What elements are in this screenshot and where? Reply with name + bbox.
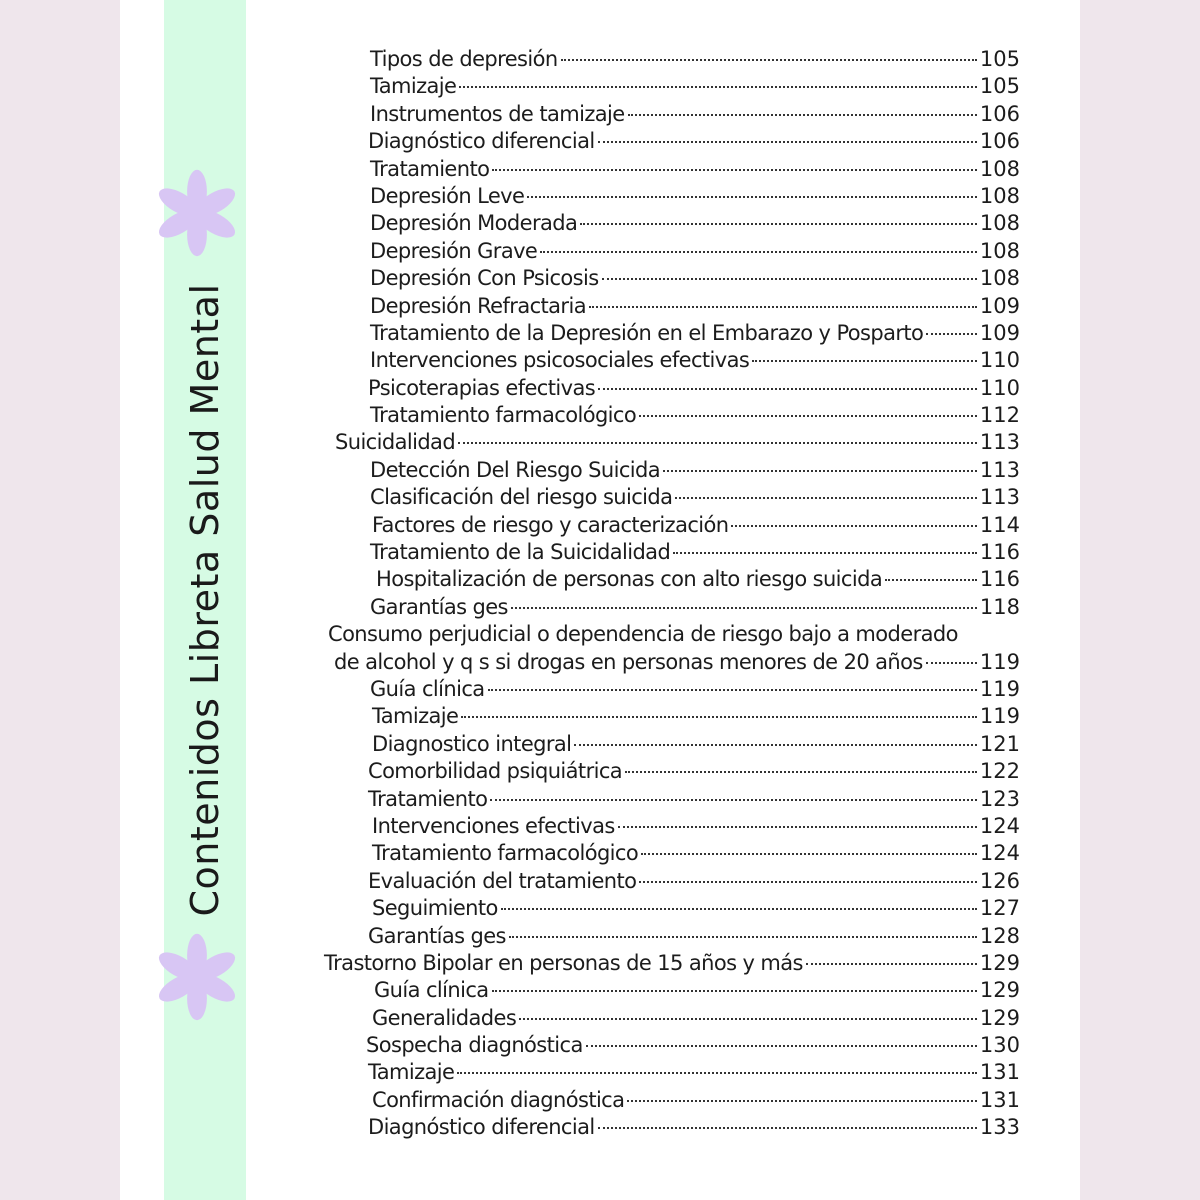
toc-entry <box>320 265 1020 292</box>
toc-entry <box>320 512 1020 539</box>
toc-entry-page: 118 <box>979 594 1020 619</box>
toc-entry-page: 108 <box>979 238 1020 263</box>
sidebar-title: Contenidos Libreta Salud Mental <box>183 283 227 917</box>
toc-entry-label: Instrumentos de tamizaje <box>370 101 625 126</box>
toc-entry-page: 123 <box>979 786 1020 811</box>
toc-entry-page: 105 <box>979 47 1020 71</box>
toc-entry-page: 109 <box>979 320 1020 345</box>
toc-entry <box>320 977 1020 1004</box>
toc-entry <box>320 621 1020 648</box>
toc-entry-label: Guía clínica <box>370 676 485 701</box>
dot-leader <box>457 1072 977 1074</box>
toc-entry-label: Depresión Con Psicosis <box>370 266 599 291</box>
toc-entry-label: Diagnostico integral <box>372 731 572 756</box>
toc-entry <box>320 46 1020 73</box>
toc-entry <box>320 840 1020 867</box>
dot-leader <box>618 826 977 828</box>
toc-entry-page: 129 <box>979 1005 1020 1030</box>
toc-entry <box>320 868 1020 895</box>
dot-leader <box>511 607 977 609</box>
dot-leader <box>598 1127 977 1129</box>
dot-leader <box>641 853 977 855</box>
toc-entry-page: 119 <box>979 649 1020 674</box>
dot-leader <box>639 881 977 883</box>
toc-entry <box>320 210 1020 237</box>
toc-entry-page: 130 <box>979 1033 1020 1058</box>
toc-entry-page: 127 <box>979 896 1020 921</box>
toc-entry-page: 108 <box>979 266 1020 291</box>
toc-entry-label: Garantías ges <box>370 594 508 619</box>
dot-leader <box>509 936 977 938</box>
toc-entry <box>320 731 1020 758</box>
toc-entry-label: Factores de riesgo y caracterización <box>372 512 729 537</box>
toc-entry-page: 124 <box>979 813 1020 838</box>
toc-entry-label: Hospitalización de personas con alto riesgo suicida <box>376 567 883 592</box>
toc-entry <box>320 1032 1020 1059</box>
dot-leader <box>673 552 977 554</box>
toc-entry-page: 113 <box>979 457 1020 482</box>
toc-entry-page: 133 <box>979 1115 1020 1140</box>
toc-entry-label: Clasificación del riesgo suicida <box>370 485 673 510</box>
dot-leader <box>580 223 977 225</box>
toc-entry <box>320 813 1020 840</box>
toc-entry-label: Depresión Grave <box>370 238 538 263</box>
toc-entry-page: 113 <box>979 430 1020 455</box>
flower-icon <box>152 932 242 1022</box>
toc-entry-label: Generalidades <box>372 1005 517 1030</box>
toc-entry-page: 121 <box>979 731 1020 756</box>
toc-entry <box>320 347 1020 374</box>
toc-entry-label: Tratamiento <box>368 786 488 811</box>
dot-leader <box>598 141 977 143</box>
dot-leader <box>589 306 977 308</box>
toc-entry-label: Depresión Refractaria <box>370 293 586 318</box>
toc-entry-label: Psicoterapias efectivas <box>368 375 596 400</box>
toc-entry-page: 109 <box>979 293 1020 318</box>
toc-entry <box>320 566 1020 593</box>
toc-entry <box>320 758 1020 785</box>
toc-entry <box>320 101 1020 128</box>
toc-entry-label: Evaluación del tratamiento <box>368 868 637 893</box>
dot-leader <box>625 771 977 773</box>
toc-entry-page: 124 <box>979 841 1020 866</box>
dot-leader <box>461 716 977 718</box>
dot-leader <box>458 442 977 444</box>
toc-entry-label: Comorbilidad psiquiátrica <box>368 759 623 784</box>
table-of-contents <box>320 46 1020 1142</box>
toc-entry-page: 114 <box>979 512 1020 537</box>
toc-entry-page: 119 <box>979 676 1020 701</box>
toc-entry-page: 122 <box>979 759 1020 784</box>
dot-leader <box>731 525 976 527</box>
toc-entry <box>320 429 1020 456</box>
notebook-page <box>120 0 1080 1200</box>
toc-entry <box>320 676 1020 703</box>
toc-entry-page: 129 <box>979 978 1020 1003</box>
toc-entry-label: Suicidalidad <box>335 430 456 455</box>
toc-entry-page: 106 <box>979 101 1020 126</box>
toc-entry-page: 105 <box>979 74 1020 99</box>
toc-entry-label: Confirmación diagnóstica <box>372 1087 625 1112</box>
dot-leader <box>561 59 977 61</box>
toc-entry <box>320 923 1020 950</box>
toc-entry-label: Seguimiento <box>372 896 498 921</box>
dot-leader <box>926 333 977 335</box>
dot-leader <box>488 689 977 691</box>
dot-leader <box>459 86 977 88</box>
dot-leader <box>598 388 977 390</box>
dot-leader <box>806 963 977 965</box>
toc-entry-label: Sospecha diagnóstica <box>366 1033 583 1058</box>
toc-entry-page: 112 <box>979 403 1020 428</box>
dot-leader <box>627 1100 977 1102</box>
toc-entry-label: Tratamiento farmacológico <box>370 403 637 428</box>
dot-leader <box>492 990 977 992</box>
toc-entry <box>320 375 1020 402</box>
toc-entry-page: 126 <box>979 868 1020 893</box>
toc-entry <box>320 703 1020 730</box>
dot-leader <box>540 251 977 253</box>
toc-entry <box>320 73 1020 100</box>
toc-entry-label: Diagnóstico diferencial <box>368 129 595 154</box>
toc-entry-label: Tratamiento de la Suicidalidad <box>370 540 671 565</box>
toc-entry-page: 106 <box>979 129 1020 154</box>
toc-entry-label: Tratamiento farmacológico <box>372 841 639 866</box>
toc-entry-label: Tratamiento <box>370 156 490 181</box>
toc-entry-page: 110 <box>979 375 1020 400</box>
dot-leader <box>492 169 977 171</box>
toc-entry-page: 129 <box>979 950 1020 975</box>
toc-entry-page: 131 <box>979 1087 1020 1112</box>
toc-entry-label: Consumo perjudicial o dependencia de riesgo bajo a moderado <box>328 622 958 647</box>
flower-icon <box>152 168 242 258</box>
toc-entry-label: Intervenciones psicosociales efectivas <box>370 348 750 373</box>
dot-leader <box>639 415 977 417</box>
toc-entry <box>320 128 1020 155</box>
toc-entry-label: Tratamiento de la Depresión en el Embarazo y Posparto <box>370 320 924 345</box>
toc-entry-page: 131 <box>979 1060 1020 1085</box>
toc-entry <box>320 539 1020 566</box>
dot-leader <box>574 744 977 746</box>
toc-entry-page: 110 <box>979 348 1020 373</box>
toc-entry-label: Tamizaje <box>368 1060 455 1085</box>
toc-entry-label: Intervenciones efectivas <box>372 813 615 838</box>
dot-leader <box>519 1018 977 1020</box>
toc-entry-page: 119 <box>979 704 1020 729</box>
toc-entry-label: Guía clínica <box>374 978 489 1003</box>
toc-entry <box>320 402 1020 429</box>
toc-entry-page: 116 <box>979 540 1020 565</box>
dot-leader <box>752 360 977 362</box>
toc-entry <box>320 895 1020 922</box>
dot-leader <box>628 114 977 116</box>
toc-entry-label: Garantías ges <box>368 923 506 948</box>
dot-leader <box>926 662 977 664</box>
toc-entry <box>320 320 1020 347</box>
dot-leader <box>490 799 977 801</box>
toc-entry <box>320 484 1020 511</box>
toc-entry-label: de alcohol y q s si drogas en personas menores de 20 años <box>334 649 923 674</box>
dot-leader <box>527 196 977 198</box>
toc-entry <box>320 1114 1020 1141</box>
dot-leader <box>586 1045 977 1047</box>
toc-entry <box>320 293 1020 320</box>
toc-entry-label: Depresión Leve <box>370 183 525 208</box>
toc-entry <box>320 238 1020 265</box>
toc-entry-page: 116 <box>979 567 1020 592</box>
toc-entry <box>320 156 1020 183</box>
dot-leader <box>675 497 977 499</box>
toc-entry-label: Tamizaje <box>370 74 457 99</box>
dot-leader <box>501 908 977 910</box>
toc-entry-label: Depresión Moderada <box>370 211 578 236</box>
dot-leader <box>885 579 977 581</box>
toc-entry-label: Tipos de depresión <box>370 47 558 71</box>
toc-entry <box>320 649 1020 676</box>
toc-entry-label: Diagnóstico diferencial <box>368 1115 595 1140</box>
toc-entry-page: 108 <box>979 156 1020 181</box>
dot-leader <box>602 278 977 280</box>
toc-entry <box>320 950 1020 977</box>
toc-entry <box>320 786 1020 813</box>
toc-entry <box>320 457 1020 484</box>
toc-entry-page: 108 <box>979 211 1020 236</box>
toc-entry <box>320 1005 1020 1032</box>
toc-entry-page: 113 <box>979 485 1020 510</box>
toc-entry <box>320 183 1020 210</box>
toc-entry <box>320 1087 1020 1114</box>
toc-entry-page: 108 <box>979 183 1020 208</box>
toc-entry-label: Trastorno Bipolar en personas de 15 años y más <box>324 950 803 975</box>
toc-entry <box>320 594 1020 621</box>
toc-entry-label: Tamizaje <box>372 704 459 729</box>
toc-entry-page: 128 <box>979 923 1020 948</box>
toc-entry-label: Detección Del Riesgo Suicida <box>370 457 660 482</box>
toc-entry <box>320 1059 1020 1086</box>
dot-leader <box>663 470 977 472</box>
